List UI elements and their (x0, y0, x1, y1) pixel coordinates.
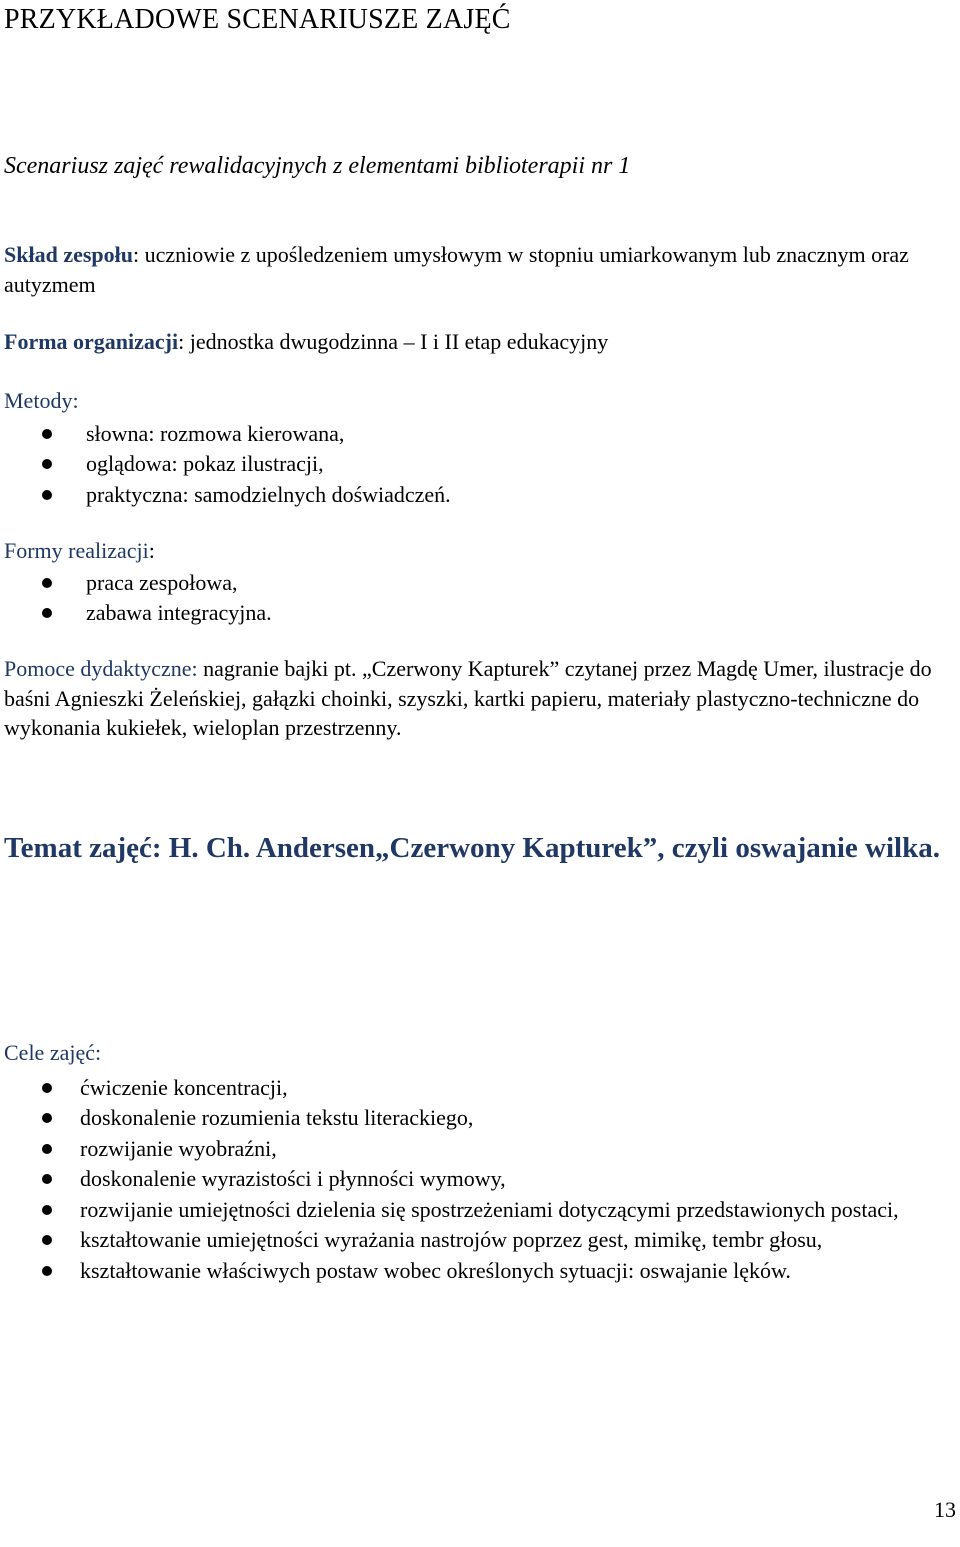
bullet-icon (42, 608, 52, 618)
topic-title: Temat zajęć: H. Ch. Andersen„Czerwony Kapturek”, czyli oswajanie wilka. (4, 832, 940, 864)
list-item: rozwijanie umiejętności dzielenia się spostrzeżeniami dotyczącymi przedstawionych postaci, (4, 1195, 946, 1225)
formy-section (4, 536, 946, 628)
bullet-icon (42, 1174, 52, 1184)
formy-heading (4, 536, 946, 566)
list-item: rozwijanie wyobraźni, (4, 1134, 946, 1164)
bullet-icon (42, 1144, 52, 1154)
forma-text: : jednostka dwugodzinna – I i II etap edukacyjny (178, 329, 609, 354)
bullet-icon (42, 490, 52, 500)
list-item: zabawa integracyjna. (4, 598, 946, 628)
list-item: oglądowa: pokaz ilustracji, (4, 449, 946, 479)
cele-label: Cele zajęć: (4, 1040, 102, 1065)
list-item: słowna: rozmowa kierowana, (4, 419, 946, 449)
cele-section (4, 1038, 946, 1285)
formy-list (4, 568, 946, 628)
sklad-text: : uczniowie z upośledzeniem umysłowym w stopniu umiarkowanym lub znacznym oraz autyzmem (4, 242, 909, 297)
metody-section (4, 386, 946, 509)
list-item: kształtowanie właściwych postaw wobec określonych sytuacji: oswajanie lęków. (4, 1256, 946, 1286)
metody-label: Metody: (4, 388, 79, 413)
bullet-icon (42, 1205, 52, 1215)
bullet-icon (42, 459, 52, 469)
formy-colon: : (148, 538, 155, 563)
scenario-title: Scenariusz zajęć rewalidacyjnych z elementami biblioterapii nr 1 (4, 153, 631, 179)
list-item: praktyczna: samodzielnych doświadczeń. (4, 480, 946, 510)
page-heading: PRZYKŁADOWE SCENARIUSZE ZAJĘĆ (4, 4, 511, 35)
list-item: praca zespołowa, (4, 568, 946, 598)
sklad-zespolu (4, 240, 946, 299)
formy-label: Formy realizacji (4, 538, 149, 563)
bullet-icon (42, 429, 52, 439)
bullet-icon (42, 1083, 52, 1093)
forma-organizacji (4, 327, 946, 357)
metody-list (4, 419, 946, 510)
list-item: doskonalenie rozumienia tekstu literackiego, (4, 1103, 946, 1133)
sklad-label: Skład zespołu (4, 242, 133, 267)
page-number: 13 (934, 1497, 956, 1522)
bullet-icon (42, 1113, 52, 1123)
list-item: ćwiczenie koncentracji, (4, 1073, 946, 1103)
list-item: kształtowanie umiejętności wyrażania nastrojów poprzez gest, mimikę, tembr głosu, (4, 1225, 946, 1255)
pomoce-section (4, 654, 946, 743)
pomoce-label: Pomoce dydaktyczne: (4, 656, 198, 681)
bullet-icon (42, 1266, 52, 1276)
forma-label: Forma organizacji (4, 329, 179, 354)
bullet-icon (42, 578, 52, 588)
pomoce-text: nagranie bajki pt. „Czerwony Kapturek” czytanej przez Magdę Umer, ilustracje do baśni Agnieszki Żeleńskiej, gałązki choinki, szyszki, kartki papieru, materiały plastyczno-techniczne do wykonania kukiełek, wieloplan przestrzenny. (4, 656, 932, 740)
cele-list (4, 1073, 946, 1286)
list-item: doskonalenie wyrazistości i płynności wymowy, (4, 1164, 946, 1194)
bullet-icon (42, 1235, 52, 1245)
